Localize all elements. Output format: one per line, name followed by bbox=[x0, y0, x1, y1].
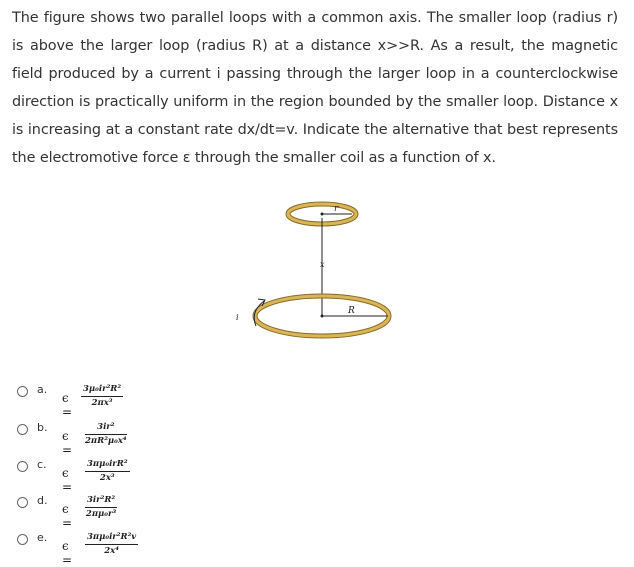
loops-figure bbox=[228, 196, 398, 346]
option-b-numerator: 3ir² bbox=[85, 421, 127, 435]
option-c-radio[interactable] bbox=[17, 461, 28, 472]
option-b-letter: b. bbox=[37, 421, 48, 434]
option-d-numerator: 3ir²R² bbox=[85, 494, 117, 508]
question-line-3: produced by a current i passing through the larger loop in a counterclockwise direction bbox=[12, 66, 618, 110]
option-c-eq: ϵ = bbox=[62, 466, 73, 494]
option-c-denominator: 2x³ bbox=[99, 473, 115, 483]
option-d-denominator: 2πμ₀r³ bbox=[85, 509, 117, 519]
option-d-formula bbox=[85, 494, 117, 521]
option-b-eq: ϵ = bbox=[62, 429, 73, 457]
label-i: i bbox=[236, 313, 239, 322]
option-b-formula bbox=[85, 421, 127, 448]
option-a-formula bbox=[81, 383, 123, 410]
option-e-radio[interactable] bbox=[17, 534, 28, 545]
option-c-formula bbox=[85, 458, 130, 485]
option-a-denominator: 2πx³ bbox=[91, 398, 113, 408]
option-b-denominator: 2πR²μ₀x⁴ bbox=[85, 436, 127, 446]
option-c-letter: c. bbox=[37, 458, 47, 471]
option-a-letter: a. bbox=[37, 383, 48, 396]
option-a-eq: ϵ = bbox=[62, 391, 73, 419]
question-line-4: is practically uniform in the region bounded by the smaller loop. Distance x is increasing bbox=[12, 94, 619, 138]
option-d-letter: d. bbox=[37, 494, 48, 507]
label-R: R bbox=[348, 306, 355, 316]
option-e-eq: ϵ = bbox=[62, 539, 73, 567]
label-x: x bbox=[320, 260, 325, 269]
question-line-2: above the larger loop (radius R) at a distance x>>R. As a result, the magnetic field bbox=[12, 38, 618, 82]
option-d-radio[interactable] bbox=[17, 497, 28, 508]
option-e-denominator: 2x⁴ bbox=[104, 546, 119, 556]
question-line-1: The figure shows two parallel loops with a common axis. The smaller loop (radius r) is bbox=[12, 10, 618, 54]
option-a-radio[interactable] bbox=[17, 386, 28, 397]
option-e-formula bbox=[85, 531, 138, 558]
option-d-eq: ϵ = bbox=[62, 502, 73, 530]
option-b-radio[interactable] bbox=[17, 424, 28, 435]
option-c-numerator: 3πμ₀irR² bbox=[85, 458, 130, 472]
option-e-letter: e. bbox=[37, 531, 48, 544]
question-line-6: electromotive force ε through the smaller coil as a function of x. bbox=[39, 150, 496, 166]
option-e-numerator: 3πμ₀ir²R²v bbox=[85, 531, 138, 545]
option-a-numerator: 3μ₀ir²R² bbox=[81, 383, 123, 397]
question-text bbox=[12, 4, 618, 172]
question-line-5: at a constant rate dx/dt=v. Indicate the alternative that best represents the bbox=[12, 122, 618, 166]
label-r: r bbox=[334, 204, 339, 214]
